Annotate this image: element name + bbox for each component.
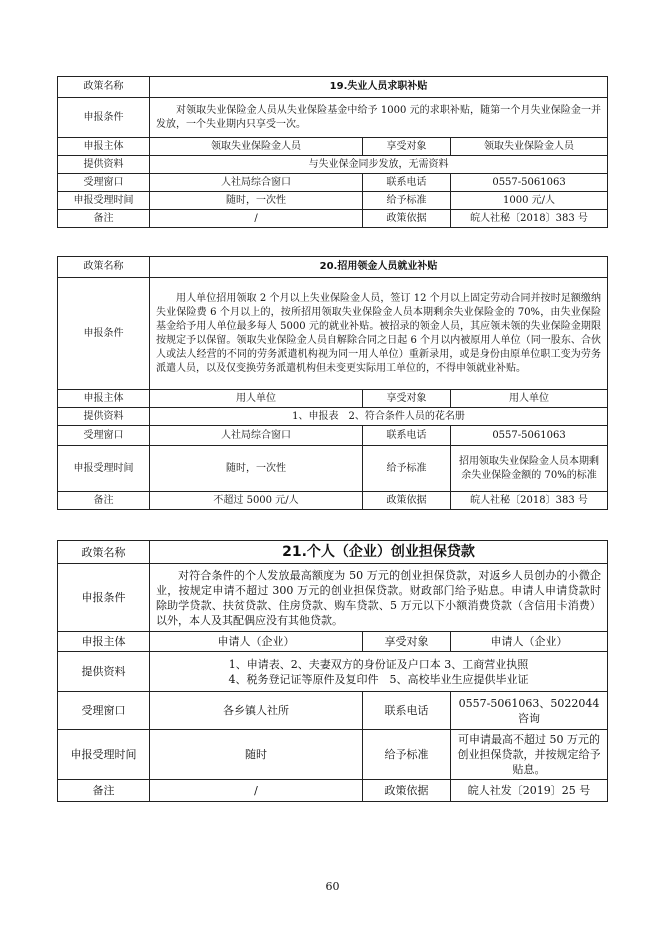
window-label: 受理窗口	[58, 426, 150, 446]
standard-label: 给予标准	[363, 446, 451, 492]
standard-value: 可申请最高不超过 50 万元的创业担保贷款，并按规定给予贴息。	[451, 730, 608, 780]
subject-value: 用人单位	[150, 390, 363, 408]
beneficiary-value: 领取失业保险金人员	[451, 138, 608, 156]
materials-label: 提供资料	[58, 156, 150, 174]
time-label: 申报受理时间	[58, 446, 150, 492]
subject-label: 申报主体	[58, 632, 150, 652]
materials-line-1: 1、申请表、2、夫妻双方的身份证及户口本 3、工商营业执照	[228, 657, 529, 671]
conditions-label: 申报条件	[58, 98, 150, 138]
window-value: 各乡镇人社所	[150, 692, 363, 730]
basis-label: 政策依据	[363, 780, 451, 802]
materials-value	[150, 652, 608, 692]
basis-value: 皖人社秘〔2018〕383 号	[451, 210, 608, 228]
subject-value: 申请人（企业）	[150, 632, 363, 652]
policy-name: 21.个人（企业）创业担保贷款	[150, 541, 608, 564]
conditions-label: 申报条件	[58, 564, 150, 632]
policy-name: 20.招用领金人员就业补贴	[150, 257, 608, 278]
window-label: 受理窗口	[58, 174, 150, 192]
time-value: 随时，一次性	[150, 192, 363, 210]
time-value: 随时	[150, 730, 363, 780]
conditions-label: 申报条件	[58, 278, 150, 390]
time-label: 申报受理时间	[58, 192, 150, 210]
standard-label: 给予标准	[363, 192, 451, 210]
window-label: 受理窗口	[58, 692, 150, 730]
policy-table-20	[57, 256, 608, 510]
subject-label: 申报主体	[58, 138, 150, 156]
standard-label: 给予标准	[363, 730, 451, 780]
basis-value: 皖人社发〔2019〕25 号	[451, 780, 608, 802]
basis-value: 皖人社秘〔2018〕383 号	[451, 492, 608, 510]
policy-name-label: 政策名称	[58, 257, 150, 278]
remarks-value: /	[150, 780, 363, 802]
policy-table-21	[57, 540, 608, 802]
page-number: 60	[325, 880, 340, 893]
materials-label: 提供资料	[58, 652, 150, 692]
basis-label: 政策依据	[363, 492, 451, 510]
materials-label: 提供资料	[58, 408, 150, 426]
beneficiary-label: 享受对象	[363, 138, 451, 156]
beneficiary-label: 享受对象	[363, 390, 451, 408]
subject-value: 领取失业保险金人员	[150, 138, 363, 156]
standard-value: 招用领取失业保险金人员本期剩余失业保险金额的 70%的标准	[451, 446, 608, 492]
conditions-text: 对符合条件的个人发放最高额度为 50 万元的创业担保贷款，对返乡人员创办的小微企业，按规定申请不超过 300 万元的创业担保贷款。财政部门给予贴息。申请人申请贷款时除助学贷款、扶贫贷款、住房贷款、购车贷款、5 万元以下小额消费贷款（含信用卡消费）以外，本人及其配偶应没有其他贷款。	[150, 564, 608, 632]
conditions-text: 用人单位招用领取 2 个月以上失业保险金人员，签订 12 个月以上固定劳动合同并按时足额缴纳失业保险费 6 个月以上的，按所招用领取失业保险金人员本期剩余失业保险金的 70%，由失业保险基金给予用人单位最多每人 5000 元的就业补贴。被招录的领金人员，其应领未领的失业保险金期限按规定予以保留。领取失业保险金人员自解除合同之日起 6 个月以内被原用人单位（同一股东、合伙人或法人经营的不同的劳务派遣机构视为同一用人单位）重新录用，或是身份由原单位职工变为劳务派遣人员，以及仅变换劳务派遣机构但未变更实际用工单位的，不得申领就业补贴。	[150, 278, 608, 390]
phone-value: 0557-5061063	[451, 426, 608, 446]
remarks-label: 备注	[58, 492, 150, 510]
conditions-text: 对领取失业保险金人员从失业保险基金中给予 1000 元的求职补贴，随第一个月失业保险金一并发放，一个失业期内只享受一次。	[150, 98, 608, 138]
beneficiary-label: 享受对象	[363, 632, 451, 652]
remarks-value: 不超过 5000 元/人	[150, 492, 363, 510]
phone-value: 0557-5061063	[451, 174, 608, 192]
window-value: 人社局综合窗口	[150, 174, 363, 192]
remarks-label: 备注	[58, 780, 150, 802]
phone-label: 联系电话	[363, 426, 451, 446]
policy-table-19	[57, 76, 608, 228]
policy-name-label: 政策名称	[58, 541, 150, 564]
materials-value: 与失业保金同步发放，无需资料	[150, 156, 608, 174]
remarks-value: /	[150, 210, 363, 228]
policy-name-label: 政策名称	[58, 77, 150, 98]
policy-name: 19.失业人员求职补贴	[150, 77, 608, 98]
beneficiary-value: 用人单位	[451, 390, 608, 408]
standard-value: 1000 元/人	[451, 192, 608, 210]
phone-label: 联系电话	[363, 692, 451, 730]
window-value: 人社局综合窗口	[150, 426, 363, 446]
phone-label: 联系电话	[363, 174, 451, 192]
remarks-label: 备注	[58, 210, 150, 228]
materials-line-2: 4、税务登记证等原件及复印件 5、高校毕业生应提供毕业证	[228, 672, 529, 686]
subject-label: 申报主体	[58, 390, 150, 408]
phone-value: 0557-5061063、5022044 咨询	[451, 692, 608, 730]
materials-value: 1、申报表 2、符合条件人员的花名册	[150, 408, 608, 426]
beneficiary-value: 申请人（企业）	[451, 632, 608, 652]
time-value: 随时，一次性	[150, 446, 363, 492]
basis-label: 政策依据	[363, 210, 451, 228]
time-label: 申报受理时间	[58, 730, 150, 780]
